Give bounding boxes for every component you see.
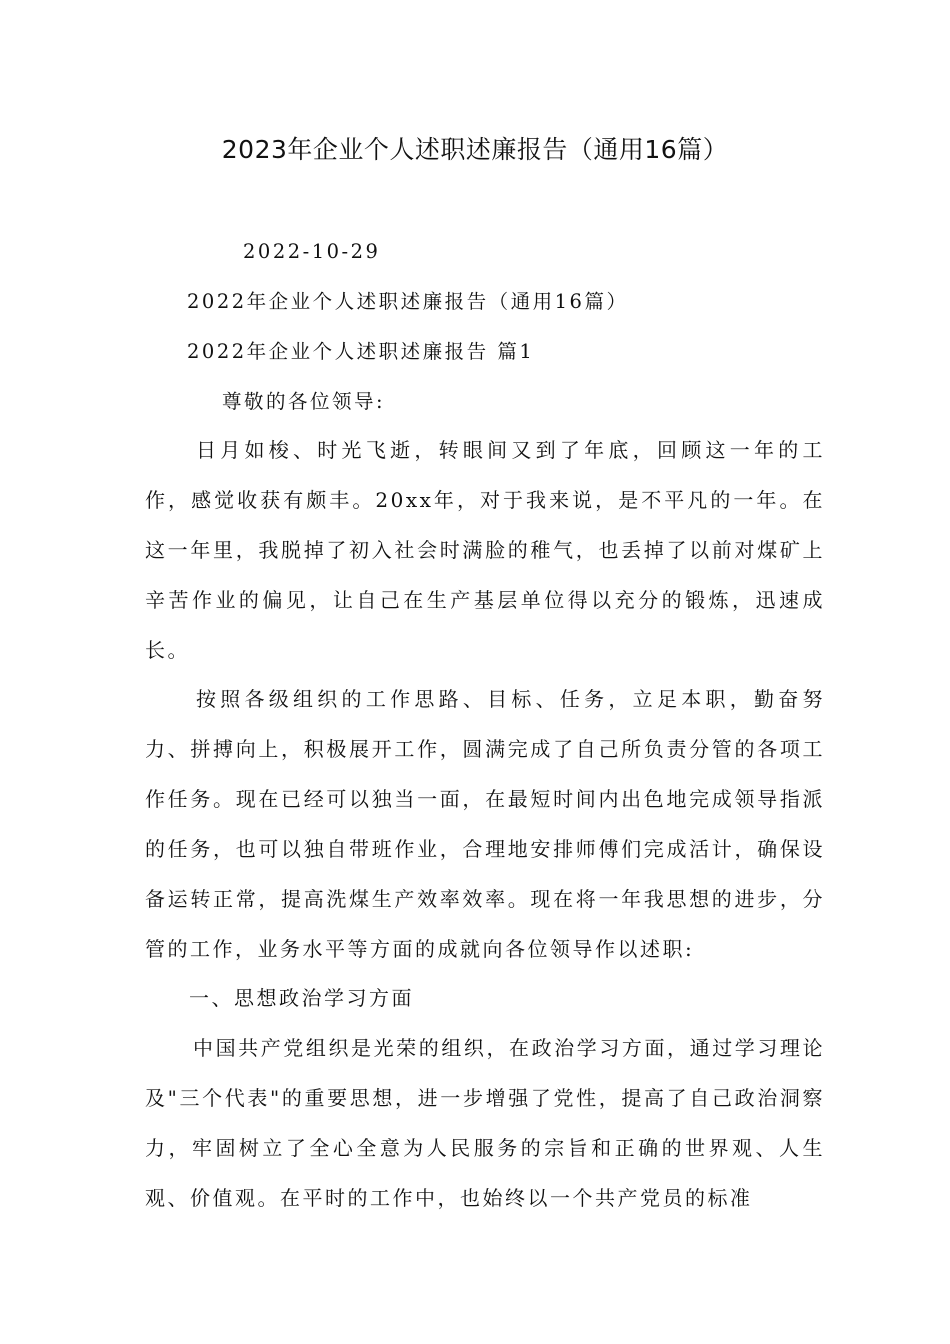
paragraph-2: 按照各级组织的工作思路、目标、任务，立足本职，勤奋努力、拼搏向上，积极展开工作，圆满完成了自己所负责分管的各项工作任务。现在已经可以独当一面，在最短时间内出色地完成领导指派的任务，也可以独自带班作业，合理地安排师傅们完成活计，确保设备运转正常，提高洗煤生产效率效率。现在将一年我思想的进步，分管的工作，业务水平等方面的成就向各位领导作以述职:	[145, 687, 825, 961]
paragraph-1: 日月如梭、时光飞逝，转眼间又到了年底，回顾这一年的工作，感觉收获有颇丰。20xx年，对于我来说，是不平凡的一年。在这一年里，我脱掉了初入社会时满脸的稚气，也丢掉了以前对煤矿上辛苦作业的偏见，让自己在生产基层单位得以充分的锻炼，迅速成长。	[145, 438, 825, 662]
document-date: 2022-10-29	[243, 240, 381, 263]
salutation: 尊敬的各位领导:	[222, 390, 386, 413]
document-title: 2023年企业个人述职述廉报告（通用16篇）	[221, 135, 729, 164]
section-heading-politics: 一、思想政治学习方面	[189, 986, 414, 1010]
document-subtitle: 2022年企业个人述职述廉报告（通用16篇）	[187, 290, 629, 313]
paragraph-3: 中国共产党组织是光荣的组织，在政治学习方面，通过学习理论及"三个代表"的重要思想，进一步增强了党性，提高了自己政治洞察力，牢固树立了全心全意为人民服务的宗旨和正确的世界观、人生观、价值观。在平时的工作中，也始终以一个共产党员的标准	[145, 1036, 825, 1210]
section-heading: 2022年企业个人述职述廉报告 篇1	[187, 340, 535, 363]
